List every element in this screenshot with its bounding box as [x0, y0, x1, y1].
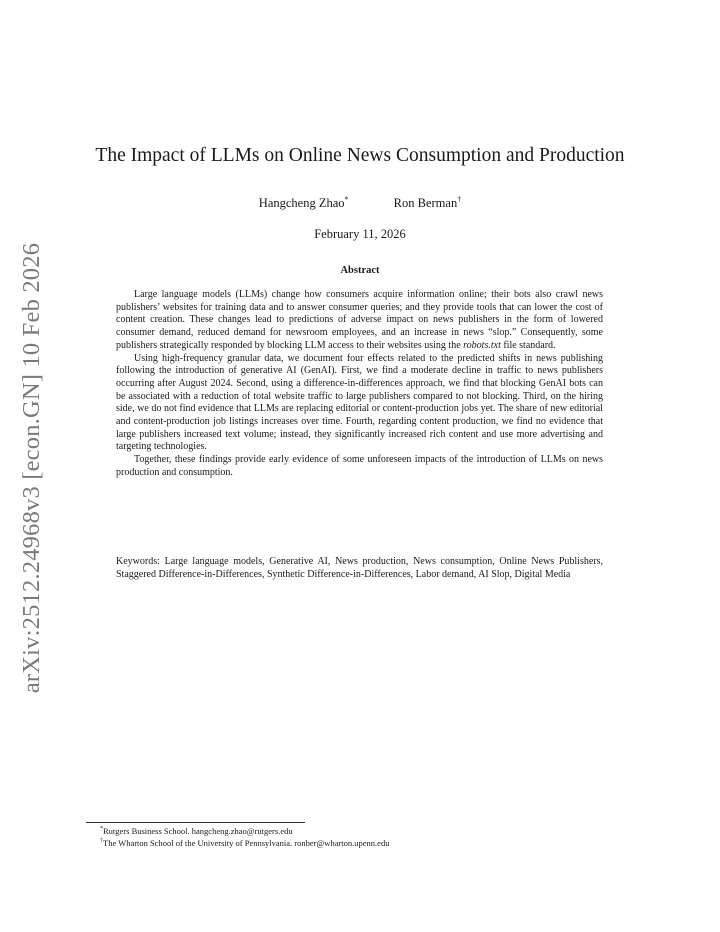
- footnote-divider: [86, 822, 305, 823]
- abstract-paragraph-2: Using high-frequency granular data, we document four effects related to the predicted shifts in news publishing following the introduction of generative AI (GenAI). First, we find a moderate decline in traffic to news publishers occurring after August 2024. Second, using a difference-in-differences approach, we find that blocking GenAI bots can be associated with a reduction of total website traffic to large publishers compared to not blocking. Third, on the hiring side, we do not find evidence that LLMs are replacing editorial or content-production jobs yet. The share of new editorial and content-production job listings increases over time. Fourth, regarding content production, we find no evidence that large publishers increased text volume; instead, they significantly increased rich content and use more advertising and targeting technologies.: [116, 352, 603, 453]
- author-2-name: Ron Berman: [393, 196, 458, 210]
- arxiv-identifier-text: arXiv:2512.24968v3 [econ.GN] 10 Feb 2026: [18, 242, 46, 694]
- author-list: [0, 196, 720, 211]
- author-1-mark: *: [344, 194, 349, 204]
- paper-title: The Impact of LLMs on Online News Consumption and Production: [95, 145, 625, 166]
- abstract-heading: Abstract: [340, 265, 380, 276]
- footnote-1: [100, 825, 660, 837]
- footnote-2: [100, 837, 660, 849]
- author-1-name: Hangcheng Zhao: [258, 196, 345, 210]
- abstract-paragraph-1-end: file standard.: [500, 339, 556, 351]
- robots-txt-term: robots.txt: [463, 339, 501, 351]
- footnote-1-mark: *: [100, 826, 103, 833]
- footnote-2-mark: †: [100, 838, 103, 845]
- author-2: [394, 196, 462, 211]
- abstract-body: [116, 289, 603, 480]
- author-2-mark: †: [457, 194, 462, 204]
- abstract-paragraph-3: Together, these findings provide early evidence of some unforeseen impacts of the introduction of LLMs on news production and consumption.: [116, 454, 603, 478]
- paper-date: February 11, 2026: [314, 227, 406, 241]
- arxiv-identifier: [12, 242, 52, 694]
- abstract-paragraph-1: [116, 289, 603, 353]
- footnote-2-text: The Wharton School of the University of Pennsylvania. ronber@wharton.upenn.edu: [103, 838, 390, 848]
- footnote-1-text: Rutgers Business School. hangcheng.zhao@rutgers.edu: [103, 826, 293, 836]
- keywords: Keywords: Large language models, Generative AI, News production, News consumption, Online News Publishers, Staggered Difference-in-Differences, Synthetic Difference-in-Differences, Labor demand, AI Slop, Digital Media: [116, 556, 603, 580]
- author-1: [259, 196, 349, 211]
- footnotes: [100, 825, 660, 849]
- abstract-paragraph-1-text: Large language models (LLMs) change how consumers acquire information online; their bots also crawl news publishers’ websites for training data and to answer consumer queries; and they provide tools that can lower the cost of content creation. These changes lead to predictions of adverse impact on news publishers in the form of lowered consumer demand, reduced demand for newsroom employees, and an increase in news “slop.” Consequently, some publishers strategically responded by blocking LLM access to their websites using the: [116, 289, 603, 351]
